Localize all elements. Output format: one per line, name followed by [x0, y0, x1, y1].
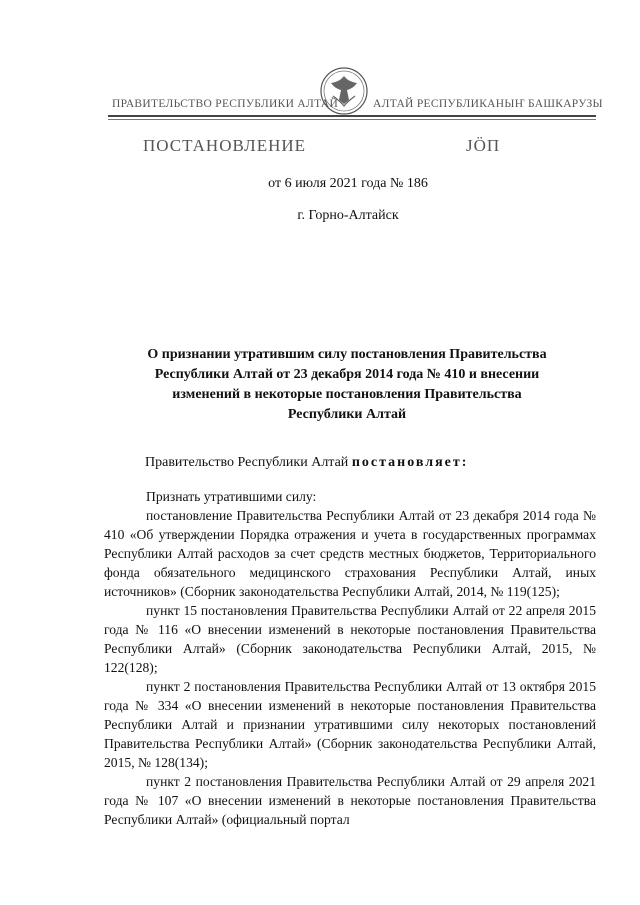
header-divider: [108, 115, 596, 117]
title-line: изменений в некоторые постановления Правительства: [172, 387, 522, 402]
doc-type-right: ЈÖП: [466, 136, 501, 155]
resolution-intro: [145, 455, 468, 471]
doc-type-left: ПОСТАНОВЛЕНИЕ: [143, 136, 307, 155]
header-org-right: АЛТАЙ РЕСПУБЛИКАНЫҤ БАШКАРУЗЫ: [373, 98, 603, 110]
title-line: О признании утратившим силу постановления Правительства: [147, 347, 547, 362]
header-divider-thin: [108, 119, 596, 120]
document-body: [104, 485, 596, 829]
body-paragraph: пункт 2 постановления Правительства Республики Алтай от 29 апреля 2021 года № 107 «О внесении изменений в некоторые постановления Правительства Республики Алтай» (официальный портал: [104, 774, 596, 827]
title-line: Республики Алтай: [287, 407, 407, 422]
document-city: г. Горно-Алтайск: [297, 208, 399, 223]
body-paragraph: постановление Правительства Республики Алтай от 23 декабря 2014 года № 410 «Об утверждении Порядка отражения и учета в государственных программах Республики Алтай расходов за счет средств местных бюджетов, Территориального фонда обязательного медицинского страхования Республики Алтай, иных источников» (Сборник законодательства Республики Алтай, 2014, № 119(125);: [104, 508, 596, 599]
intro-prefix: Правительство Республики Алтай: [145, 455, 352, 470]
document-date: от 6 июля 2021 года № 186: [268, 176, 428, 191]
header-org-left: ПРАВИТЕЛЬСТВО РЕСПУБЛИКИ АЛТАЙ: [112, 98, 339, 110]
body-paragraph: пункт 15 постановления Правительства Республики Алтай от 22 апреля 2015 года № 116 «О внесении изменений в некоторые постановления Правительства Республики Алтай» (Сборник законодательства Республики Алтай, 2015, № 122(128);: [104, 603, 596, 675]
body-paragraph: Признать утратившими силу:: [146, 489, 317, 504]
title-line: Республики Алтай от 23 декабря 2014 года № 410 и внесении: [154, 367, 540, 382]
body-paragraph: пункт 2 постановления Правительства Республики Алтай от 13 октября 2015 года № 334 «О внесении изменений в некоторые постановления Правительства Республики Алтай и признании утратившими силу некоторых постановлений Правительства Республики Алтай» (Сборник законодательства Республики Алтай, 2015, № 128(134);: [104, 679, 596, 770]
document-title: [120, 345, 574, 425]
intro-action: постановляет:: [351, 455, 469, 470]
